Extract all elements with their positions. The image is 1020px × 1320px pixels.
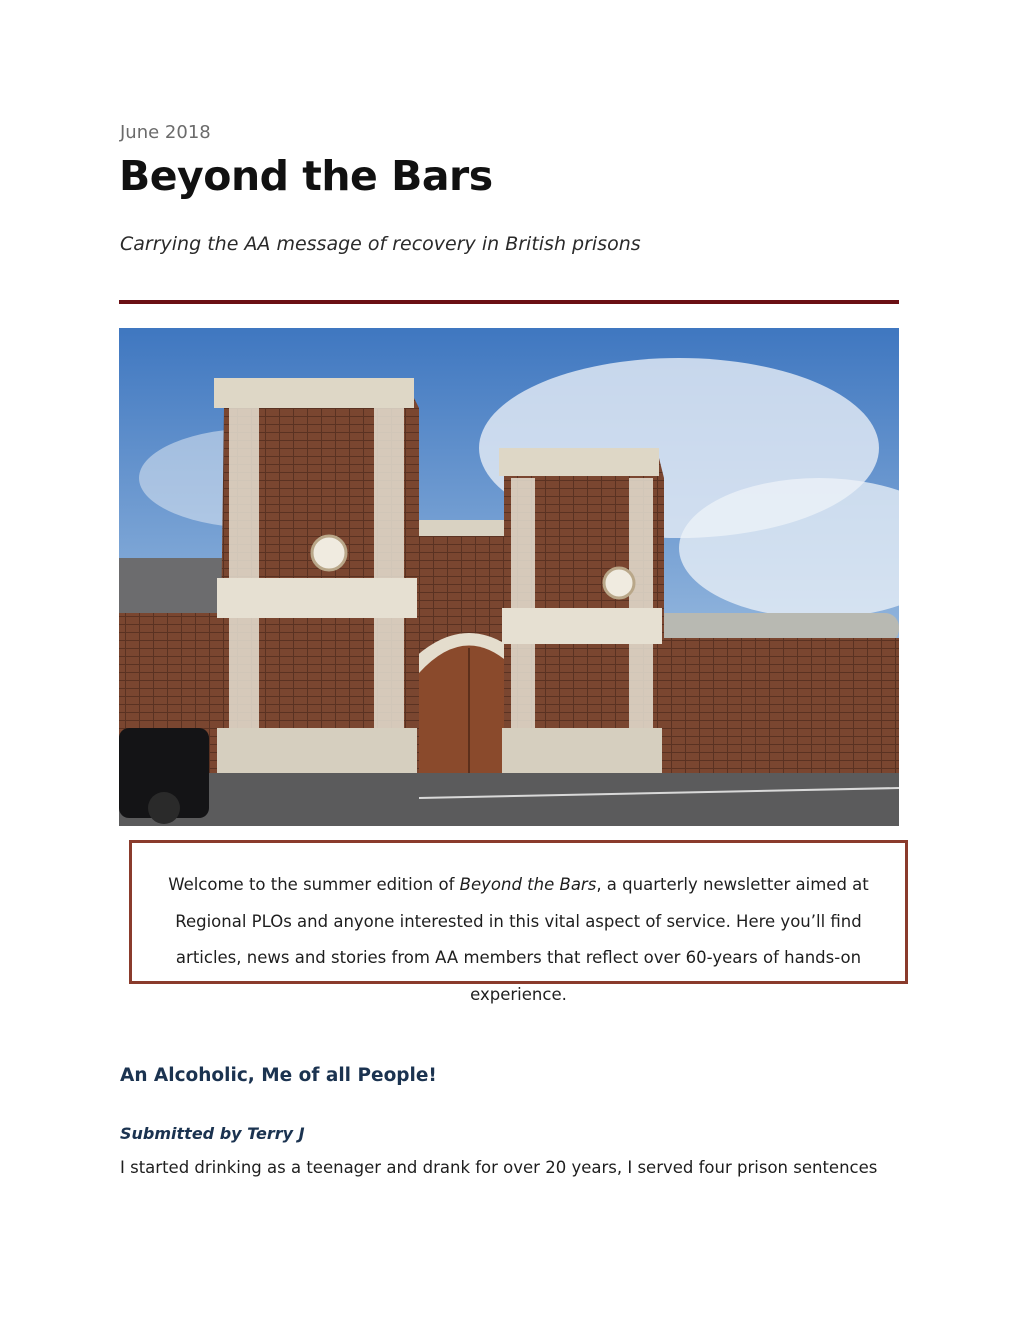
newsletter-subtitle: Carrying the AA message of recovery in British prisons (120, 233, 641, 255)
article-title: An Alcoholic, Me of all People! (120, 1065, 437, 1086)
welcome-box (129, 840, 908, 1004)
welcome-text-intro: Welcome to the summer edition of (168, 875, 460, 894)
issue-date: June 2018 (120, 122, 211, 143)
article-body-first-line: I started drinking as a teenager and drank for over 20 years, I served four prison sentences (120, 1158, 878, 1177)
article-byline: Submitted by Terry J (120, 1124, 305, 1143)
welcome-newsletter-name: Beyond the Bars (459, 875, 597, 894)
newsletter-title: Beyond the Bars (119, 152, 493, 200)
welcome-text-body: , a quarterly newsletter aimed at Regional PLOs and anyone interested in this vital aspect of service. Here you’ll find articles, news and stories from AA members that reflect over 60-years of hands-on experience. (175, 875, 869, 1004)
prison-gatehouse-photo (119, 328, 899, 826)
header-divider (119, 300, 899, 304)
